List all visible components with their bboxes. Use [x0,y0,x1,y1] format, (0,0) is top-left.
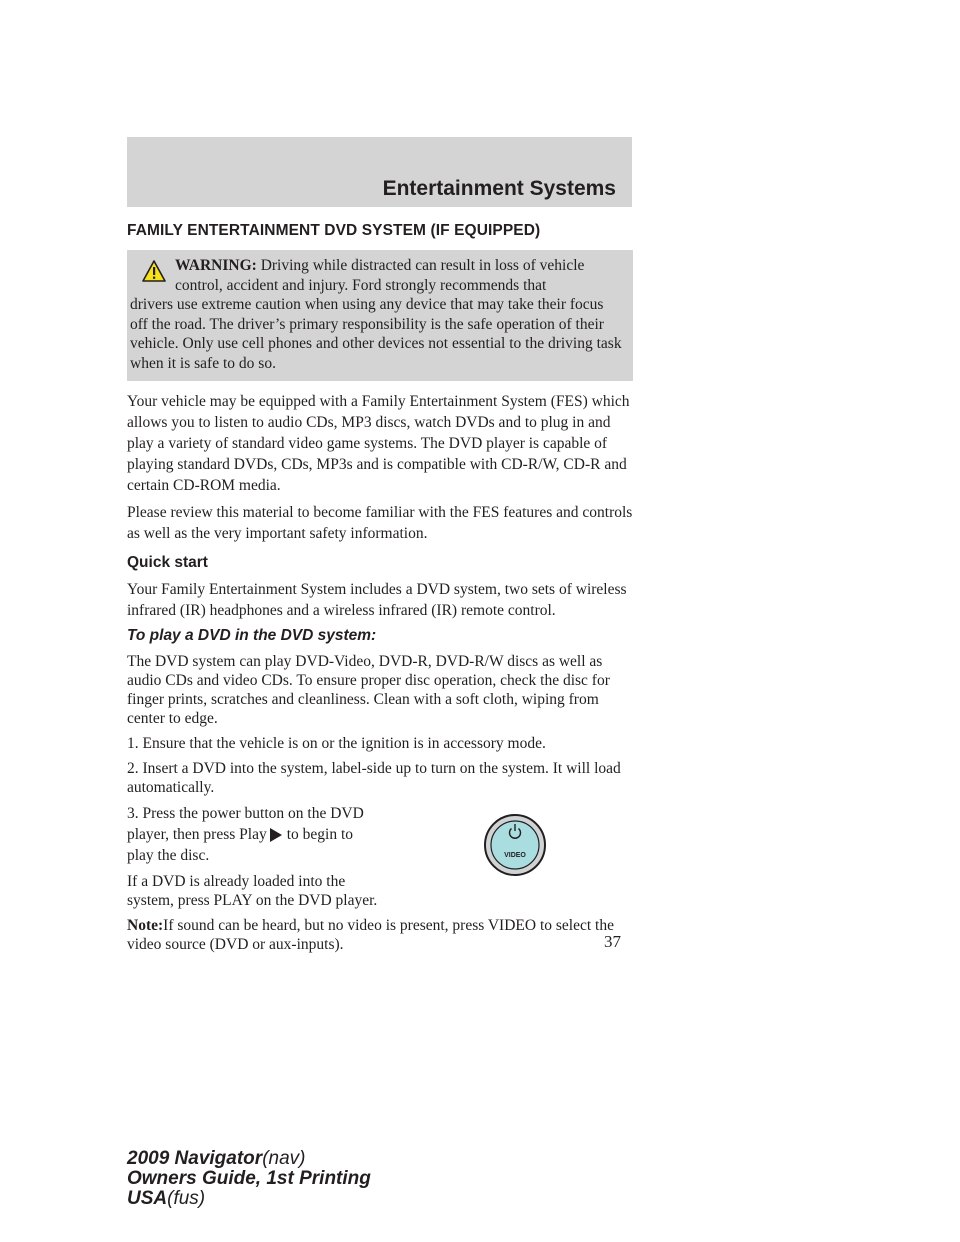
footer-line-3 [127,1189,371,1209]
footer-market-code: (fus) [167,1188,206,1209]
video-button-label: VIDEO [504,852,526,859]
footer-model-code: (nav) [262,1148,306,1169]
step-1: 1. Ensure that the vehicle is on or the ignition is in accessory mode. [127,735,546,752]
step-3-after: to begin to play the disc. [127,826,354,864]
warning-line-1: Driving while distracted can result in loss of vehicle [260,257,585,274]
warning-label: WARNING: [175,257,257,274]
note [127,916,633,954]
video-power-button-icon [483,813,547,877]
warning-rest: drivers use extreme caution when using any device that may take their focus off the road. The driver’s primary responsibility is the safe operation of their vehicle. Only use cell phones and other devices not essential to the driving task when it is safe to do so. [130,296,622,372]
footer-line-2 [127,1169,371,1189]
note-text: If sound can be heard, but no video is present, press VIDEO to select the video source (DVD or aux-inputs). [127,917,614,953]
note-label: Note: [127,917,164,934]
warning-triangle-icon [142,260,166,282]
warning-line-2: control, accident and injury. Ford strongly recommends that [175,276,547,294]
step-3-before: 3. Press the power button on the DVD player, then press Play [127,805,364,843]
footer-edition: Owners Guide, 1st Printing [127,1168,371,1189]
page-heading: FAMILY ENTERTAINMENT DVD SYSTEM (IF EQUIPPED) [127,222,541,239]
step-3-text-column [127,803,382,910]
footer-market: USA [127,1188,168,1209]
intro-paragraph-2: Please review this material to become familiar with the FES features and controls as well as the very important safety information. [127,504,633,542]
section-header-band [127,137,632,207]
already-loaded-text: If a DVD is already loaded into the system, press PLAY on the DVD player. [127,873,378,909]
play-dvd-heading: To play a DVD in the DVD system: [127,627,377,644]
play-dvd-text: The DVD system can play DVD-Video, DVD-R, DVD-R/W discs as well as audio CDs and video CDs. To ensure proper disc operation, check the disc for finger prints, scratches and cleanliness. Clean with a soft cloth, wiping from center to edge. [127,653,610,727]
warning-box [127,250,633,381]
step-3-block [127,803,633,910]
play-icon [269,827,283,843]
footer-line-1 [127,1149,371,1169]
step-3 [127,803,382,866]
warning-first-line [130,256,625,276]
intro-paragraph-1: Your vehicle may be equipped with a Family Entertainment System (FES) which allows you to listen to audio CDs, MP3 discs, watch DVDs and to plug in and play a variety of standard video game systems. The DVD player is capable of playing standard DVDs, CDs, MP3s and is compatible with CD-R/W, CD-R and certain CD-ROM media. [127,393,630,494]
quick-start-heading: Quick start [127,554,208,571]
print-footer [127,1149,371,1209]
section-title: Entertainment Systems [382,177,616,200]
step-2: 2. Insert a DVD into the system, label-side up to turn on the system. It will load automatically. [127,760,621,796]
footer-model: 2009 Navigator [127,1148,263,1169]
page-content [127,222,633,960]
quick-start-text: Your Family Entertainment System includes a DVD system, two sets of wireless infrared (IR) headphones and a wireless infrared (IR) remote control. [127,581,627,619]
page-number: 37 [604,932,621,951]
